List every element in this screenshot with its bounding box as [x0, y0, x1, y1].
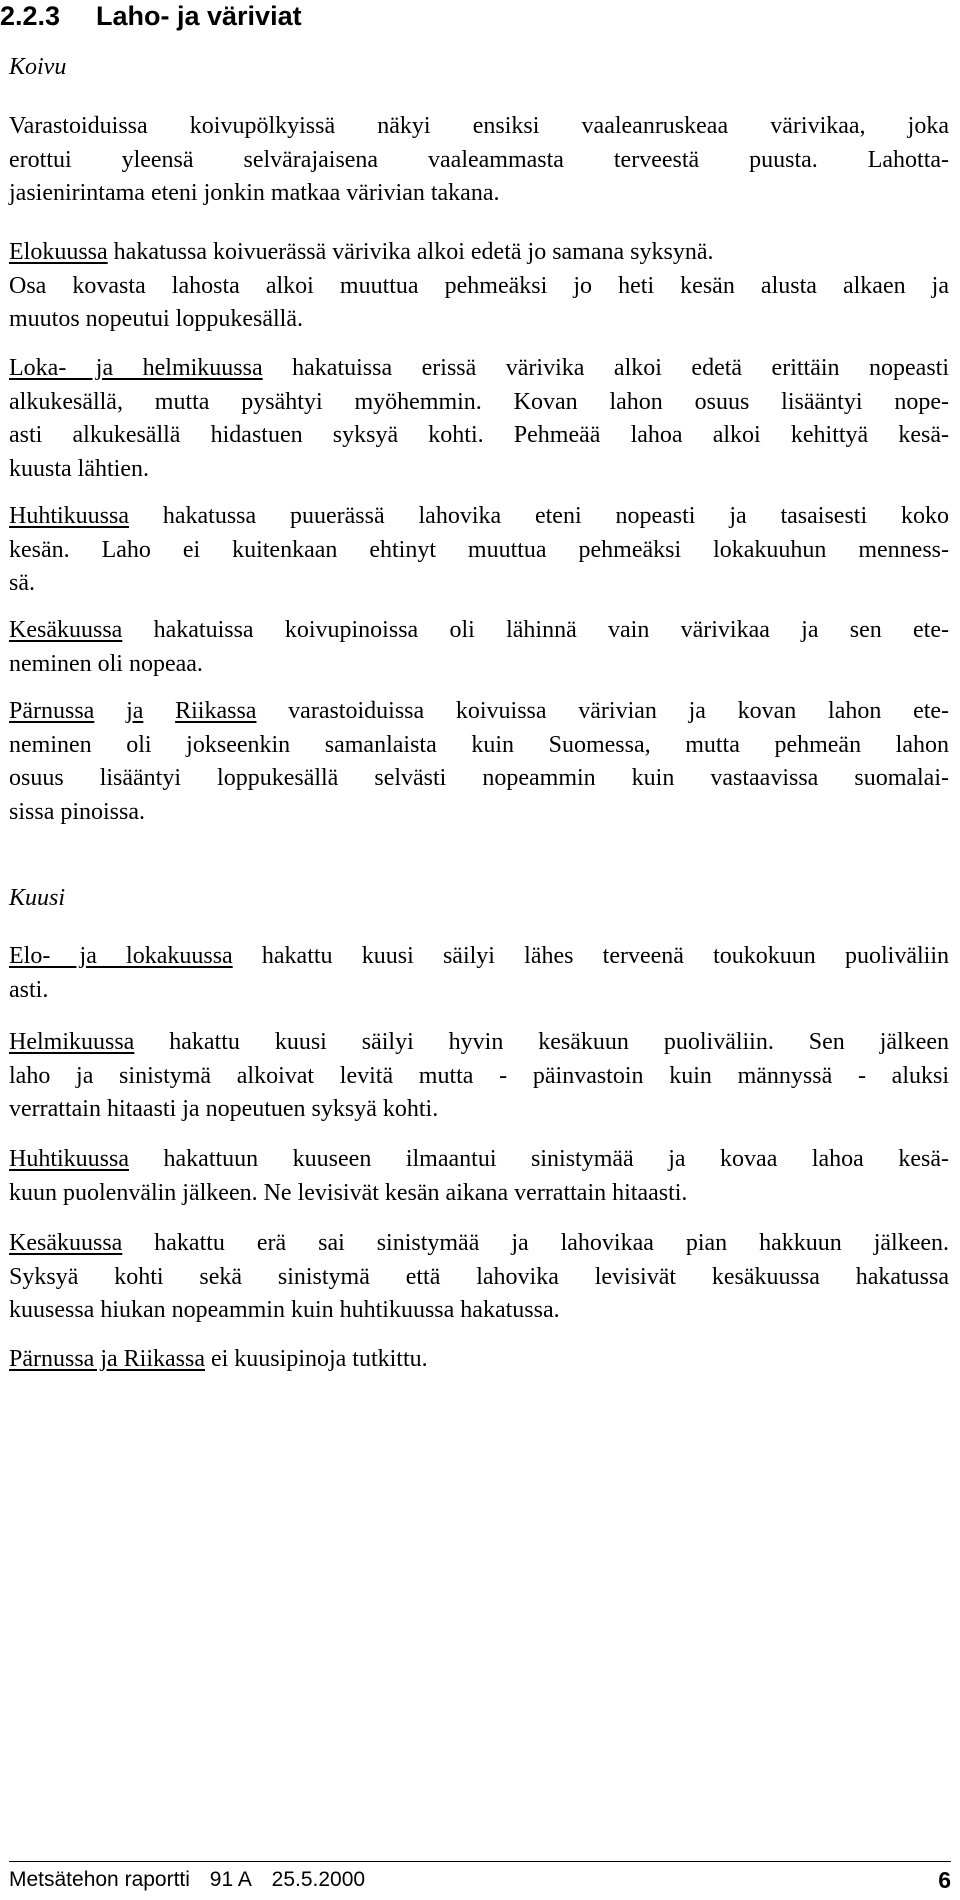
text-run: hakattu erä sai sinistymää ja lahovikaa pian hakkuun jälkeen. — [122, 1230, 949, 1256]
text-run: hakattu kuusi säilyi hyvin kesäkuun puoliväliin. Sen jälkeen — [134, 1029, 949, 1055]
footer-date: 25.5.2000 — [271, 1868, 366, 1891]
underlined-term: Elo- ja lokakuussa — [9, 943, 233, 969]
footer-series: Metsätehon raportti — [9, 1868, 190, 1891]
underlined-term: Kesäkuussa — [9, 1230, 123, 1256]
page-number: 6 — [938, 1867, 951, 1893]
underlined-term: Riikassa — [175, 698, 257, 724]
subheading-koivu: Koivu — [9, 54, 67, 80]
text-run: hakattu kuusi säilyi lähes terveenä toukokuun puoliväliin — [232, 943, 949, 969]
paragraph — [9, 1026, 949, 1127]
text-run: hakatuissa erissä värivika alkoi edetä erittäin nopeasti — [262, 355, 950, 381]
text-run: hakatuissa koivupinoissa oli lähinnä vain värivikaa ja sen ete- — [122, 617, 949, 643]
text-line: alkukesällä, mutta pysähtyi myöhemmin. Kovan lahon osuus lisääntyi nope- — [9, 388, 949, 415]
text-line: Varastoiduissa koivupölkyissä näkyi ensiksi vaaleanruskeaa värivikaa, joka — [9, 113, 949, 139]
text-line: erottui yleensä selvärajaisena vaaleammasta terveestä puusta. Lahotta- — [9, 146, 949, 173]
section-number: 2.2.3 — [0, 1, 61, 31]
paragraph — [9, 236, 949, 337]
text-line: kesän. Laho ei kuitenkaan ehtinyt muuttua pehmeäksi lokakuuhun menness- — [9, 536, 949, 563]
subheading-kuusi: Kuusi — [9, 885, 66, 911]
text-line: Osa kovasta lahosta alkoi muuttua pehmeäksi jo heti kesän alusta alkaen ja — [9, 272, 949, 299]
underlined-term: Pärnussa — [9, 698, 95, 724]
text-run: varastoiduissa koivuissa värivian ja kovan lahon ete- — [256, 698, 950, 724]
text-line: verrattain hitaasti ja nopeutuen syksyä kohti. — [9, 1096, 439, 1122]
text-line: laho ja sinistymä alkoivat levitä mutta - päinvastoin kuin männyssä - aluksi — [9, 1062, 949, 1089]
text-run: hakatussa koivuerässä värivika alkoi edetä jo samana syksynä. — [107, 239, 714, 265]
underlined-term: Elokuussa — [9, 239, 108, 265]
paragraph — [9, 695, 949, 829]
paragraph — [9, 614, 949, 681]
section-title: Laho- ja väriviat — [96, 1, 302, 31]
underlined-term: Pärnussa ja Riikassa — [9, 1346, 205, 1372]
text-line: asti. — [9, 976, 49, 1003]
paragraph — [9, 110, 949, 211]
text-line: sissa pinoissa. — [9, 798, 146, 825]
paragraph — [9, 1227, 949, 1328]
text-line: Syksyä kohti sekä sinistymä että lahovika levisivät kesäkuussa hakatussa — [9, 1263, 949, 1290]
paragraph — [9, 1143, 949, 1210]
text-line: kuun puolenvälin jälkeen. Ne levisivät kesän aikana verrattain hitaasti. — [9, 1179, 688, 1206]
footer-report-number: 91 A — [209, 1868, 252, 1891]
text-run: ei kuusipinoja tutkittu. — [204, 1346, 428, 1372]
paragraph — [9, 1343, 949, 1377]
footer-divider — [9, 1861, 951, 1862]
text-line: kuusta lähtien. — [9, 455, 149, 482]
underlined-term: Loka- ja helmikuussa — [9, 355, 263, 381]
text-run: hakattuun kuuseen ilmaantui sinistymää ja kovaa lahoa kesä- — [129, 1146, 949, 1172]
paragraph — [9, 352, 949, 486]
text-line: muutos nopeutui loppukesällä. — [9, 306, 303, 332]
underlined-term: Helmikuussa — [9, 1029, 135, 1055]
section-heading — [0, 0, 302, 33]
text-line: kuusessa hiukan nopeammin kuin huhtikuussa hakatussa. — [9, 1297, 560, 1323]
text-line: asti alkukesällä hidastuen syksyä kohti. Pehmeää lahoa alkoi kehittyä kesä- — [9, 422, 949, 448]
underlined-term: Kesäkuussa — [9, 617, 123, 643]
text-line: jasienirintama eteni jonkin matkaa värivian takana. — [9, 180, 500, 206]
paragraph — [9, 500, 949, 601]
page-footer — [9, 1866, 951, 1896]
underlined-term: ja — [126, 698, 144, 724]
underlined-term: Huhtikuussa — [9, 503, 129, 529]
text-line: sä. — [9, 570, 35, 596]
paragraph — [9, 940, 949, 1007]
text-line: osuus lisääntyi loppukesällä selvästi nopeammin kuin vastaavissa suomalai- — [9, 765, 949, 791]
underlined-term: Huhtikuussa — [9, 1146, 129, 1172]
text-line: neminen oli nopeaa. — [9, 650, 203, 677]
text-line: neminen oli jokseenkin samanlaista kuin Suomessa, mutta pehmeän lahon — [9, 731, 949, 758]
text-run: hakatussa puuerässä lahovika eteni nopeasti ja tasaisesti koko — [129, 503, 949, 529]
